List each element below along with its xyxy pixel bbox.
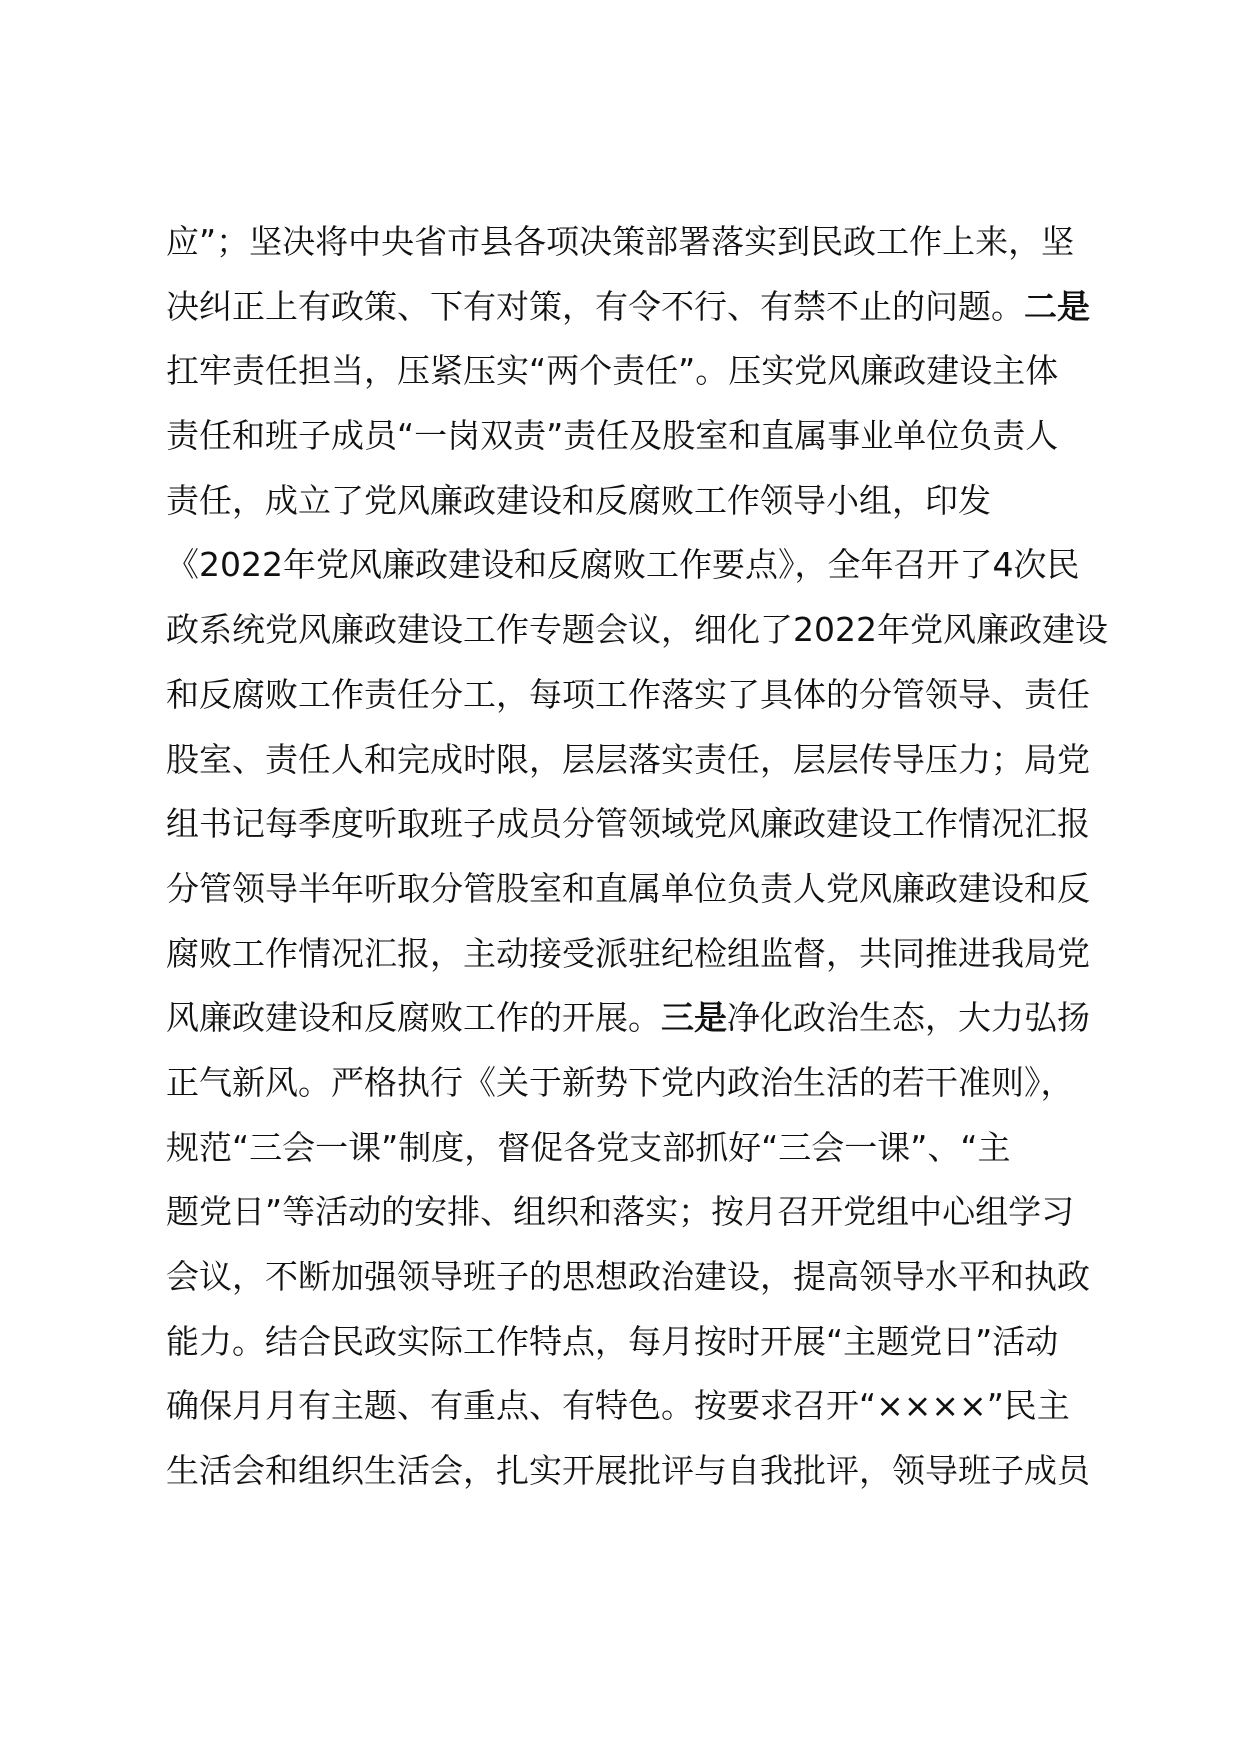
text-line bbox=[166, 986, 1126, 1051]
text-line bbox=[166, 1374, 1126, 1439]
text-line bbox=[166, 339, 1126, 404]
line-text: 净化政治生态，大力弘扬 bbox=[727, 998, 1090, 1038]
line-text: 分管领导半年听取分管股室和直属单位负责人党风廉政建设和反 bbox=[166, 868, 1090, 908]
text-line bbox=[166, 404, 1126, 469]
line-text: 腐败工作情况汇报，主动接受派驻纪检组监督，共同推进我局党 bbox=[166, 933, 1090, 973]
text-line bbox=[166, 663, 1126, 728]
line-text: 责任，成立了党风廉政建设和反腐败工作领导小组，印发 bbox=[166, 480, 991, 520]
text-line bbox=[166, 1310, 1126, 1375]
text-line bbox=[166, 1116, 1126, 1181]
text-line bbox=[166, 469, 1126, 534]
text-line bbox=[166, 728, 1126, 793]
line-text: 和反腐败工作责任分工，每项工作落实了具体的分管领导、责任 bbox=[166, 674, 1090, 714]
text-line bbox=[166, 275, 1126, 340]
line-text: 生活会和组织生活会，扎实开展批评与自我批评，领导班子成员 bbox=[166, 1451, 1090, 1491]
line-text: 风廉政建设和反腐败工作的开展。 bbox=[166, 998, 661, 1038]
bold-keyword: 三是 bbox=[661, 998, 727, 1038]
text-line bbox=[166, 210, 1126, 275]
line-text: 《2022年党风廉政建设和反腐败工作要点》，全年召开了4次民 bbox=[166, 545, 1080, 585]
text-line bbox=[166, 1180, 1126, 1245]
line-text: 政系统党风廉政建设工作专题会议，细化了2022年党风廉政建设 bbox=[166, 610, 1108, 650]
line-text: 能力。结合民政实际工作特点，每月按时开展“主题党日”活动 bbox=[166, 1321, 1059, 1361]
text-line bbox=[166, 792, 1126, 857]
line-text: 规范“三会一课”制度，督促各党支部抓好“三会一课”、“主 bbox=[166, 1127, 1011, 1167]
line-text: 扛牢责任担当，压紧压实“两个责任”。压实党风廉政建设主体 bbox=[166, 351, 1059, 391]
line-text: 责任和班子成员“一岗双责”责任及股室和直属事业单位负责人 bbox=[166, 416, 1059, 456]
text-line bbox=[166, 857, 1126, 922]
line-text: 组书记每季度听取班子成员分管领域党风廉政建设工作情况汇报 bbox=[166, 804, 1090, 844]
text-line bbox=[166, 922, 1126, 987]
line-text: 题党日”等活动的安排、组织和落实；按月召开党组中心组学习 bbox=[166, 1192, 1075, 1232]
text-line bbox=[166, 533, 1126, 598]
body-text bbox=[166, 210, 1126, 1504]
text-line bbox=[166, 1051, 1126, 1116]
bold-keyword: 二是 bbox=[1024, 286, 1090, 326]
line-text: 正气新风。严格执行《关于新势下党内政治生活的若干准则》， bbox=[166, 1062, 1074, 1102]
line-text: 应”；坚决将中央省市县各项决策部署落实到民政工作上来，坚 bbox=[166, 222, 1075, 261]
line-text: 确保月月有主题、有重点、有特色。按要求召开“××××”民主 bbox=[166, 1386, 1070, 1426]
text-line bbox=[166, 1439, 1126, 1504]
line-text: 会议，不断加强领导班子的思想政治建设，提高领导水平和执政 bbox=[166, 1257, 1090, 1296]
line-text: 股室、责任人和完成时限，层层落实责任，层层传导压力；局党 bbox=[166, 739, 1090, 779]
text-line bbox=[166, 1245, 1126, 1310]
line-text: 决纠正上有政策、下有对策，有令不行、有禁不止的问题。 bbox=[166, 286, 1024, 326]
text-line bbox=[166, 598, 1126, 663]
